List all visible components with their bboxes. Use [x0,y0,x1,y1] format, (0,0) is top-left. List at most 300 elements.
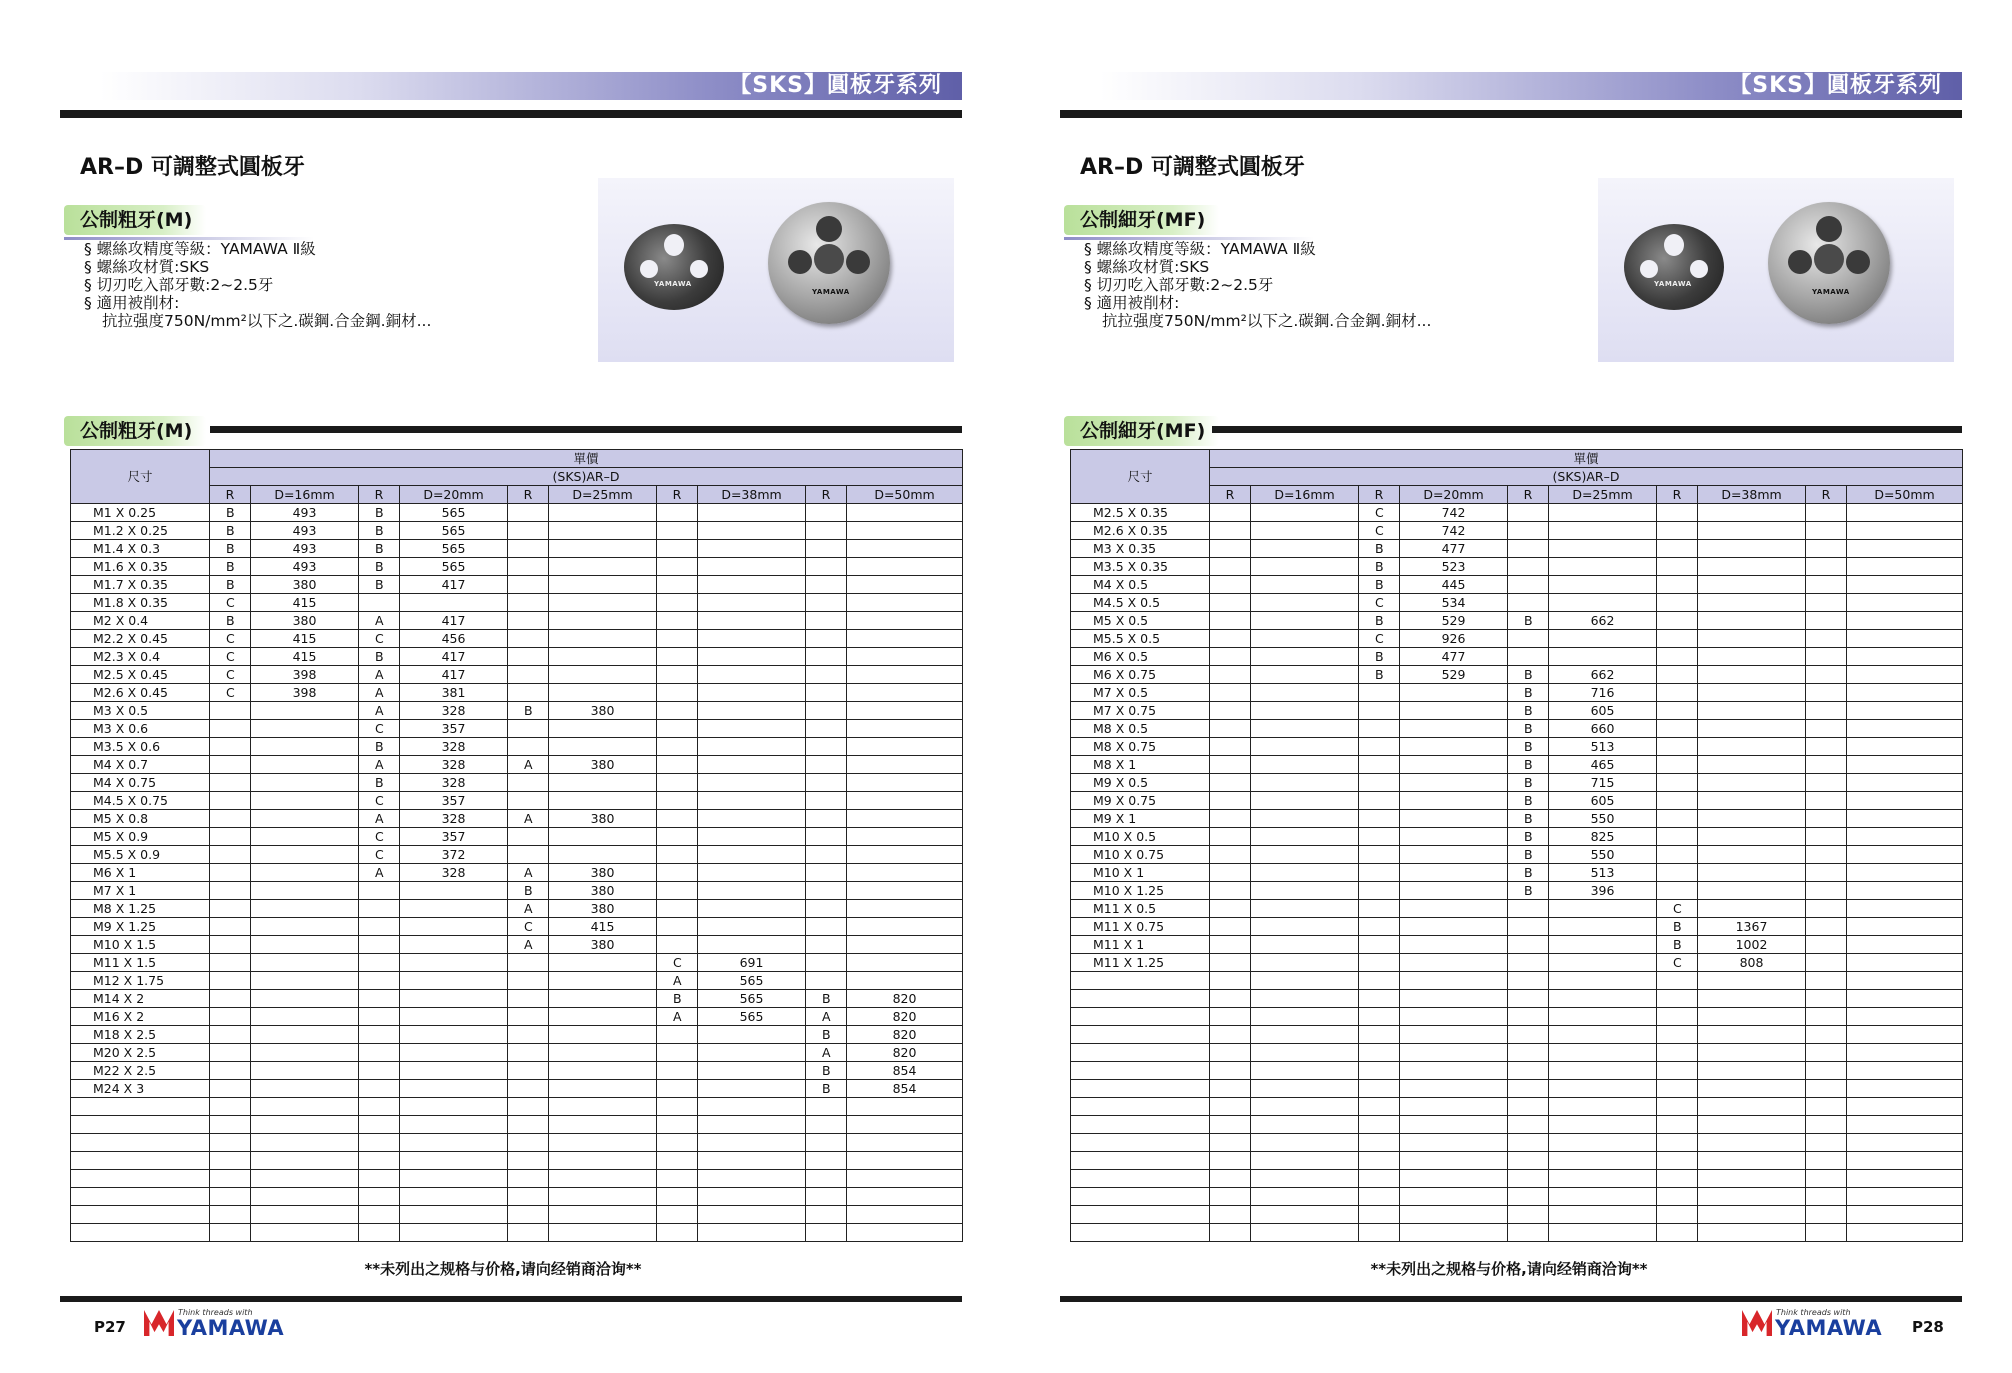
price-cell [251,1188,359,1206]
table-row [1071,522,1963,540]
price-cell [847,810,963,828]
size-cell: M18 X 2.5 [71,1026,210,1044]
size-cell [1071,1062,1210,1080]
rank-cell [1359,846,1400,864]
rank-cell [359,972,400,990]
table-row [1071,792,1963,810]
rank-cell [1508,1080,1549,1098]
price-cell [847,1152,963,1170]
price-cell [1549,1134,1657,1152]
rank-cell [1210,792,1251,810]
price-cell: 357 [400,720,508,738]
price-cell [400,1008,508,1026]
rank-cell [657,720,698,738]
rank-cell [1508,576,1549,594]
price-cell [400,1080,508,1098]
price-cell: 660 [1549,720,1657,738]
price-cell [1400,1134,1508,1152]
price-cell: 417 [400,576,508,594]
price-cell [549,1080,657,1098]
rank-cell [508,1170,549,1188]
price-cell [698,1152,806,1170]
size-cell: M1.4 X 0.3 [71,540,210,558]
price-cell [1251,936,1359,954]
rank-cell [508,1206,549,1224]
price-cell [698,1116,806,1134]
price-cell [847,936,963,954]
price-cell [847,972,963,990]
rank-cell [1359,1062,1400,1080]
rank-cell [1359,918,1400,936]
rank-cell: A [657,1008,698,1026]
price-table [70,449,963,1242]
rank-cell: B [1508,738,1549,756]
rank-cell [1806,1062,1847,1080]
size-cell: M9 X 0.75 [1071,792,1210,810]
spec-item: § 螺絲攻材質:SKS [84,258,210,276]
rank-cell [1508,504,1549,522]
price-cell: 328 [400,774,508,792]
price-cell [698,1224,806,1242]
rank-cell [657,1152,698,1170]
price-cell [1251,1116,1359,1134]
model-column-header: (SKS)AR–D [1210,468,1963,486]
rank-cell: B [1359,666,1400,684]
diameter-column-header: D=16mm [251,486,359,504]
price-cell [1400,792,1508,810]
price-cell [847,792,963,810]
price-cell [1698,810,1806,828]
price-cell [251,1152,359,1170]
table-row [1071,846,1963,864]
size-cell: M4 X 0.5 [1071,576,1210,594]
price-cell [698,1188,806,1206]
table-row [71,720,963,738]
price-cell: 926 [1400,630,1508,648]
rank-cell [1657,828,1698,846]
size-cell [71,1188,210,1206]
rank-cell: A [508,900,549,918]
rank-cell [1806,864,1847,882]
rank-cell [1806,522,1847,540]
rank-cell [210,756,251,774]
price-cell [1251,882,1359,900]
price-cell: 523 [1400,558,1508,576]
rank-cell [657,1080,698,1098]
rank-cell [1806,1008,1847,1026]
rank-cell [1806,972,1847,990]
empty-table-row [1071,1170,1963,1188]
price-cell [1847,1026,1963,1044]
rank-cell: B [1508,720,1549,738]
rank-cell [1508,522,1549,540]
rank-cell [1806,990,1847,1008]
size-cell [1071,1152,1210,1170]
price-cell [251,1044,359,1062]
rank-cell [657,1098,698,1116]
price-cell [1549,1170,1657,1188]
price-cell: 550 [1549,810,1657,828]
size-cell: M2.5 X 0.45 [71,666,210,684]
rank-cell: B [1508,756,1549,774]
rank-cell [1806,1188,1847,1206]
table-row [71,846,963,864]
price-cell [1549,576,1657,594]
rank-cell [1210,648,1251,666]
rank-cell [1657,558,1698,576]
price-cell [1847,1224,1963,1242]
rank-cell [210,1062,251,1080]
rank-cell: C [359,846,400,864]
rank-cell [1806,828,1847,846]
rank-cell [508,846,549,864]
price-cell: 565 [400,504,508,522]
rank-cell [508,1008,549,1026]
rank-cell [1359,1008,1400,1026]
rank-cell [806,648,847,666]
rank-cell [1210,918,1251,936]
rank-cell [1806,936,1847,954]
rank-cell [508,990,549,1008]
price-cell: 380 [549,756,657,774]
price-cell [1251,504,1359,522]
price-cell [1400,1062,1508,1080]
size-cell [1071,1098,1210,1116]
price-cell [1698,504,1806,522]
rank-cell [1359,1188,1400,1206]
rank-cell [1359,738,1400,756]
price-cell [698,684,806,702]
price-cell: 328 [400,756,508,774]
price-cell: 529 [1400,666,1508,684]
rank-cell [1210,594,1251,612]
price-cell [1847,882,1963,900]
price-cell: 328 [400,864,508,882]
price-cell [1549,1152,1657,1170]
size-cell: M20 X 2.5 [71,1044,210,1062]
size-cell: M16 X 2 [71,1008,210,1026]
rank-cell [1210,702,1251,720]
size-cell: M8 X 1 [1071,756,1210,774]
rank-cell [1657,864,1698,882]
price-cell [1698,1188,1806,1206]
size-cell: M3.5 X 0.6 [71,738,210,756]
spec-item: § 螺絲攻精度等級：YAMAWA Ⅱ級 [84,240,316,258]
empty-table-row [1071,1080,1963,1098]
product-photo [1598,178,1954,362]
logo-tagline: Think threads with [178,1308,253,1317]
rank-cell [210,972,251,990]
empty-table-row [1071,1206,1963,1224]
price-cell [251,1116,359,1134]
rank-cell: A [359,666,400,684]
empty-table-row [1071,1188,1963,1206]
size-cell: M4.5 X 0.75 [71,792,210,810]
empty-table-row [1071,1026,1963,1044]
price-cell: 820 [847,1008,963,1026]
rank-cell: A [508,810,549,828]
price-cell [251,918,359,936]
empty-table-row [1071,1008,1963,1026]
spec-item: § 切刃吃入部牙數:2~2.5牙 [1084,276,1274,294]
rank-cell [210,1044,251,1062]
rank-cell [508,648,549,666]
price-cell: 820 [847,990,963,1008]
logo-wordmark: YAMAWA [1775,1316,1883,1340]
size-cell: M2 X 0.4 [71,612,210,630]
rank-cell: B [1359,576,1400,594]
size-cell: M4 X 0.75 [71,774,210,792]
price-cell [698,540,806,558]
price-cell [400,990,508,1008]
rank-cell [657,1170,698,1188]
price-cell [549,1098,657,1116]
price-cell: 534 [1400,594,1508,612]
price-cell [1698,738,1806,756]
table-row [1071,684,1963,702]
rank-cell [1806,810,1847,828]
price-cell [847,738,963,756]
price-cell [1251,1224,1359,1242]
table-row [71,828,963,846]
price-cell: 493 [251,504,359,522]
empty-table-row [71,1224,963,1242]
rank-cell [1657,1098,1698,1116]
rank-cell [1210,1170,1251,1188]
price-cell [1698,1134,1806,1152]
rank-cell [210,828,251,846]
rank-cell: C [210,666,251,684]
size-cell [1071,990,1210,1008]
rank-cell [1210,1008,1251,1026]
rank-cell [1806,1026,1847,1044]
price-cell [1549,1188,1657,1206]
rank-cell [1210,846,1251,864]
price-cell [1251,990,1359,1008]
spec-item: 抗拉强度750N/mm²以下之.碳鋼.合金鋼.銅材... [1102,312,1432,330]
price-cell [1698,1026,1806,1044]
price-cell [1549,1062,1657,1080]
price-cell: 565 [698,990,806,1008]
price-cell [251,738,359,756]
size-cell: M6 X 0.75 [1071,666,1210,684]
price-cell [698,864,806,882]
rank-cell [1657,522,1698,540]
price-cell [1549,1224,1657,1242]
price-cell [1847,1008,1963,1026]
rank-cell [806,630,847,648]
price-cell [1549,1098,1657,1116]
price-cell [698,1134,806,1152]
size-cell: M6 X 1 [71,864,210,882]
rank-cell [1210,540,1251,558]
rank-cell [1210,576,1251,594]
rank-cell [1657,1062,1698,1080]
rank-cell [508,1062,549,1080]
price-cell: 742 [1400,504,1508,522]
spec-item: 抗拉强度750N/mm²以下之.碳鋼.合金鋼.銅材... [102,312,432,330]
rank-cell [508,684,549,702]
rank-cell: B [1508,864,1549,882]
empty-table-row [71,1170,963,1188]
table-row [1071,594,1963,612]
price-cell [549,738,657,756]
size-cell: M1.6 X 0.35 [71,558,210,576]
empty-table-row [1071,1152,1963,1170]
rank-cell [210,936,251,954]
price-cell [251,972,359,990]
rank-cell [1359,828,1400,846]
rank-column-header: R [1508,486,1549,504]
footnote: **未列出之规格与价格,请向经销商洽询** [364,1260,642,1278]
rank-cell [1806,684,1847,702]
price-cell [549,1188,657,1206]
rank-cell [1508,594,1549,612]
rank-cell [210,846,251,864]
size-cell: M7 X 0.5 [1071,684,1210,702]
price-cell [1698,648,1806,666]
price-cell [1251,828,1359,846]
rank-cell [806,1224,847,1242]
price-cell [1549,954,1657,972]
rank-cell: B [359,576,400,594]
price-cell: 396 [1549,882,1657,900]
price-cell: 477 [1400,648,1508,666]
rank-column-header: R [359,486,400,504]
rank-cell: B [508,882,549,900]
price-cell [400,954,508,972]
price-cell [1549,1080,1657,1098]
spec-list [84,240,431,330]
rank-cell [1806,900,1847,918]
price-cell: 477 [1400,540,1508,558]
spec-item: § 螺絲攻精度等級：YAMAWA Ⅱ級 [1084,240,1316,258]
rank-cell: B [508,702,549,720]
rank-cell: B [210,558,251,576]
price-cell [251,1098,359,1116]
rank-cell [657,828,698,846]
price-cell [1698,1170,1806,1188]
size-cell: M2.5 X 0.35 [1071,504,1210,522]
price-cell [698,1080,806,1098]
price-cell [400,1134,508,1152]
rank-cell [1806,612,1847,630]
rank-cell: C [1657,954,1698,972]
price-cell [549,1062,657,1080]
price-cell [1847,576,1963,594]
diameter-column-header: D=50mm [1847,486,1963,504]
rank-cell [806,504,847,522]
price-cell [698,1026,806,1044]
rank-cell [806,720,847,738]
rank-cell [1806,1224,1847,1242]
rank-cell [1657,540,1698,558]
price-column-header: 單價 [210,450,963,468]
top-rule [1060,110,1962,118]
price-cell: 328 [400,702,508,720]
size-cell [71,1134,210,1152]
rank-cell [1806,720,1847,738]
price-cell [1549,936,1657,954]
rank-cell [1508,1206,1549,1224]
price-cell [549,972,657,990]
price-cell: 1002 [1698,936,1806,954]
rank-cell: B [1508,882,1549,900]
rank-cell [1806,558,1847,576]
table-row [71,882,963,900]
price-cell [1698,774,1806,792]
price-cell [1251,648,1359,666]
price-cell [847,702,963,720]
empty-table-row [71,1098,963,1116]
rank-cell [1210,972,1251,990]
price-cell [1698,1152,1806,1170]
rank-cell [1806,630,1847,648]
price-cell: 715 [1549,774,1657,792]
rank-cell [359,1080,400,1098]
catalog-page-right [1006,0,2012,1373]
rank-cell [359,882,400,900]
size-column-header: 尺寸 [71,450,210,504]
rank-cell [508,558,549,576]
price-cell [847,846,963,864]
price-cell [698,936,806,954]
price-cell [1847,1188,1963,1206]
rank-cell [359,1098,400,1116]
price-cell [400,1152,508,1170]
price-cell [1251,1188,1359,1206]
price-cell [1847,666,1963,684]
table-row [1071,612,1963,630]
price-cell [1400,954,1508,972]
price-cell [400,1170,508,1188]
price-cell [549,558,657,576]
size-cell: M12 X 1.75 [71,972,210,990]
size-cell [1071,1026,1210,1044]
price-cell [1400,918,1508,936]
price-table-body [1071,504,1963,1242]
table-row [1071,828,1963,846]
rank-cell: B [210,522,251,540]
rank-cell [1657,1224,1698,1242]
price-cell [549,990,657,1008]
rank-cell [657,846,698,864]
rank-cell [806,666,847,684]
rank-column-header: R [210,486,251,504]
size-cell [1071,1170,1210,1188]
rank-cell [1806,1152,1847,1170]
price-cell [1847,774,1963,792]
price-cell [549,1224,657,1242]
price-cell: 854 [847,1062,963,1080]
price-cell [251,900,359,918]
size-cell [71,1206,210,1224]
price-cell [251,756,359,774]
price-cell [1251,594,1359,612]
table-row [71,702,963,720]
rank-cell [1210,1044,1251,1062]
yamawa-logo-icon [1742,1310,1772,1336]
rank-cell [1806,1098,1847,1116]
rank-column-header: R [1657,486,1698,504]
price-cell: 493 [251,522,359,540]
price-cell: 550 [1549,846,1657,864]
rank-cell [359,1188,400,1206]
rank-cell [1210,990,1251,1008]
price-cell: 357 [400,792,508,810]
rank-cell [657,900,698,918]
price-cell: 493 [251,540,359,558]
